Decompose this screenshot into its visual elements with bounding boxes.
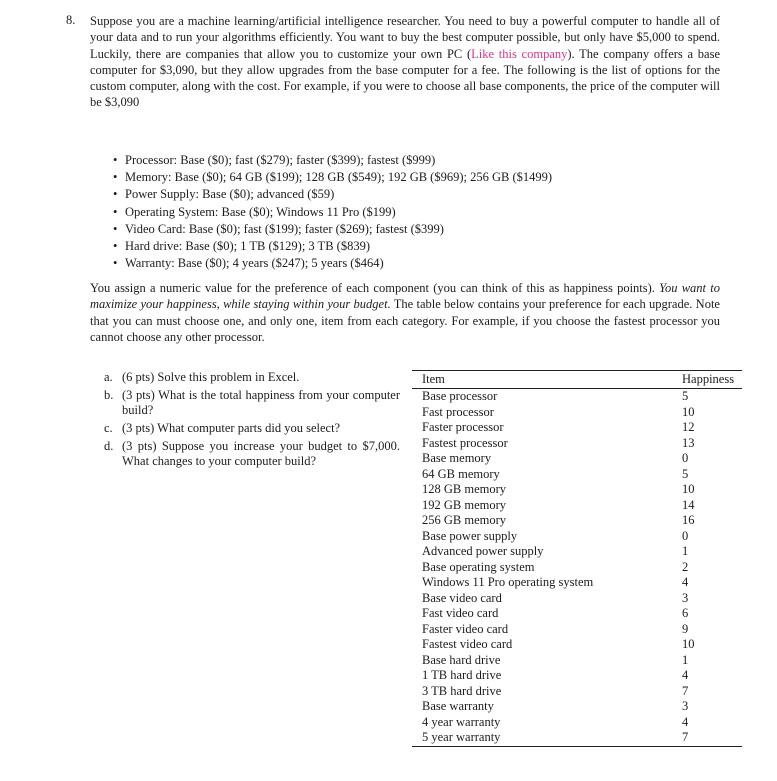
table-row <box>412 730 742 746</box>
part-d <box>104 439 400 469</box>
cell-happiness: 14 <box>682 497 695 512</box>
option-warranty: • Warranty: Base ($0); 4 years ($247); 5 years ($464) <box>113 255 552 272</box>
happiness-table <box>412 370 742 747</box>
question-parts <box>104 370 400 472</box>
preference-paragraph <box>90 280 720 345</box>
cell-item: 1 TB hard drive <box>422 668 502 682</box>
part-text: (6 pts) Solve this problem in Excel. <box>122 370 300 384</box>
options-list <box>113 152 552 272</box>
cell-item: Base operating system <box>422 559 535 574</box>
cell-happiness: 0 <box>682 528 689 543</box>
part-label: c. <box>104 421 113 435</box>
cell-item: Windows 11 Pro operating system <box>422 575 594 589</box>
part-label: d. <box>104 439 114 453</box>
table-header-row <box>412 371 742 389</box>
option-video-card: • Video Card: Base ($0); fast ($199); faster ($269); fastest ($399) <box>113 221 552 238</box>
cell-happiness: 0 <box>682 451 689 465</box>
table-row <box>412 467 742 483</box>
option-operating-system: • Operating System: Base ($0); Windows 11 Pro ($199) <box>113 204 552 221</box>
cell-happiness: 7 <box>668 730 742 746</box>
cell-item: Fastest video card <box>422 637 513 651</box>
table-row <box>412 420 742 436</box>
cell-happiness: 6 <box>682 606 689 620</box>
cell-item: Advanced power supply <box>422 544 544 558</box>
table-row <box>412 684 742 700</box>
cell-happiness: 16 <box>682 513 695 527</box>
para2-text-a: You assign a numeric value for the preference of each component (you can think of this as happiness points). <box>90 281 660 295</box>
part-a <box>104 370 400 385</box>
cell-happiness: 5 <box>682 389 689 403</box>
cell-happiness: 9 <box>682 621 689 636</box>
table-row <box>412 653 742 669</box>
para2-emphasis: You want to maximize your happiness, while staying within your budget. <box>90 281 720 312</box>
cell-item: 256 GB memory <box>422 513 507 527</box>
table-row <box>412 637 742 653</box>
cell-happiness: 13 <box>682 435 695 450</box>
table-row <box>412 606 742 622</box>
part-text: (3 pts) Suppose you increase your budget to $7,000. What changes to your computer build? <box>122 439 400 468</box>
table-row <box>412 699 742 715</box>
cell-item: 64 GB memory <box>422 466 500 481</box>
option-power-supply: • Power Supply: Base ($0); advanced ($59) <box>113 186 552 203</box>
part-c <box>104 421 400 436</box>
question-intro <box>90 13 720 111</box>
part-text: (3 pts) What computer parts did you select? <box>122 421 341 435</box>
cell-item: Base video card <box>422 590 502 605</box>
table-row <box>412 482 742 498</box>
intro-text-b: ). The company offers a base computer for $3,090, but they allow upgrades from the base computer for a fee. The following is the list of options for the custom computer, along with the cost. For example, if you were to choose all base components, the price of the computer will be $3,090 <box>90 46 720 110</box>
cell-item: Faster processor <box>422 420 504 434</box>
table-row <box>412 668 742 684</box>
header-item: Item <box>412 371 668 389</box>
cell-item: Fastest processor <box>422 435 508 450</box>
part-label: b. <box>104 388 114 402</box>
table-row <box>412 529 742 545</box>
table-row <box>412 389 742 405</box>
table-row <box>412 498 742 514</box>
table-row <box>412 436 742 452</box>
cell-happiness: 4 <box>682 668 689 682</box>
cell-happiness: 3 <box>682 699 689 713</box>
option-hard-drive: • Hard drive: Base ($0); 1 TB ($129); 3 TB ($839) <box>113 238 552 255</box>
cell-happiness: 2 <box>682 559 689 574</box>
cell-happiness: 7 <box>682 683 689 698</box>
cell-item: Base processor <box>422 389 498 403</box>
table-row <box>412 544 742 560</box>
cell-item: Base power supply <box>422 528 518 543</box>
cell-happiness: 4 <box>682 714 689 729</box>
table-row <box>412 513 742 529</box>
cell-item: Base hard drive <box>422 652 501 667</box>
cell-item: Fast video card <box>422 606 499 620</box>
part-b <box>104 388 400 418</box>
cell-item: Base memory <box>422 451 492 465</box>
table-row <box>412 575 742 591</box>
cell-item: Fast processor <box>422 404 494 419</box>
cell-item: 192 GB memory <box>422 497 507 512</box>
table-row <box>412 622 742 638</box>
cell-happiness: 12 <box>682 420 695 434</box>
cell-item: 128 GB memory <box>422 482 507 496</box>
cell-item: Faster video card <box>422 621 509 636</box>
table-row <box>412 451 742 467</box>
option-processor: • Processor: Base ($0); fast ($279); faster ($399); fastest ($999) <box>113 152 552 169</box>
cell-happiness: 10 <box>682 637 695 651</box>
cell-happiness: 5 <box>682 466 689 481</box>
cell-happiness: 1 <box>682 652 689 667</box>
cell-happiness: 10 <box>682 404 695 419</box>
cell-item: 4 year warranty <box>422 714 501 729</box>
cell-happiness: 3 <box>682 590 689 605</box>
company-link[interactable]: Like this company <box>471 46 568 61</box>
header-happiness: Happiness <box>668 371 742 389</box>
intro-text-a: Suppose you are a machine learning/artificial intelligence researcher. You need to buy a powerful computer to handle all of your data and to run your algorithms efficiently. You want to buy the best computer possible, but only have $5,000 to spend. Luckily, there are companies that allow you to customize your own PC ( <box>90 14 720 61</box>
cell-item: 3 TB hard drive <box>422 683 502 698</box>
table-row <box>412 405 742 421</box>
para2-text-b: The table below contains your preference for each upgrade. Note that you can must choose one, and only one, item from each category. For example, if you choose the fastest processor you cannot choose any other processor. <box>90 297 720 344</box>
part-label: a. <box>104 370 113 384</box>
part-text: (3 pts) What is the total happiness from your computer build? <box>122 388 400 417</box>
table-row <box>412 591 742 607</box>
cell-happiness: 4 <box>682 575 689 589</box>
cell-item: 5 year warranty <box>412 730 668 746</box>
table-row <box>412 715 742 731</box>
cell-happiness: 1 <box>682 544 689 558</box>
cell-item: Base warranty <box>422 699 494 713</box>
cell-happiness: 10 <box>682 482 695 496</box>
option-memory: • Memory: Base ($0); 64 GB ($199); 128 GB ($549); 192 GB ($969); 256 GB ($1499) <box>113 169 552 186</box>
question-number: 8. <box>66 13 76 27</box>
table-row <box>412 560 742 576</box>
